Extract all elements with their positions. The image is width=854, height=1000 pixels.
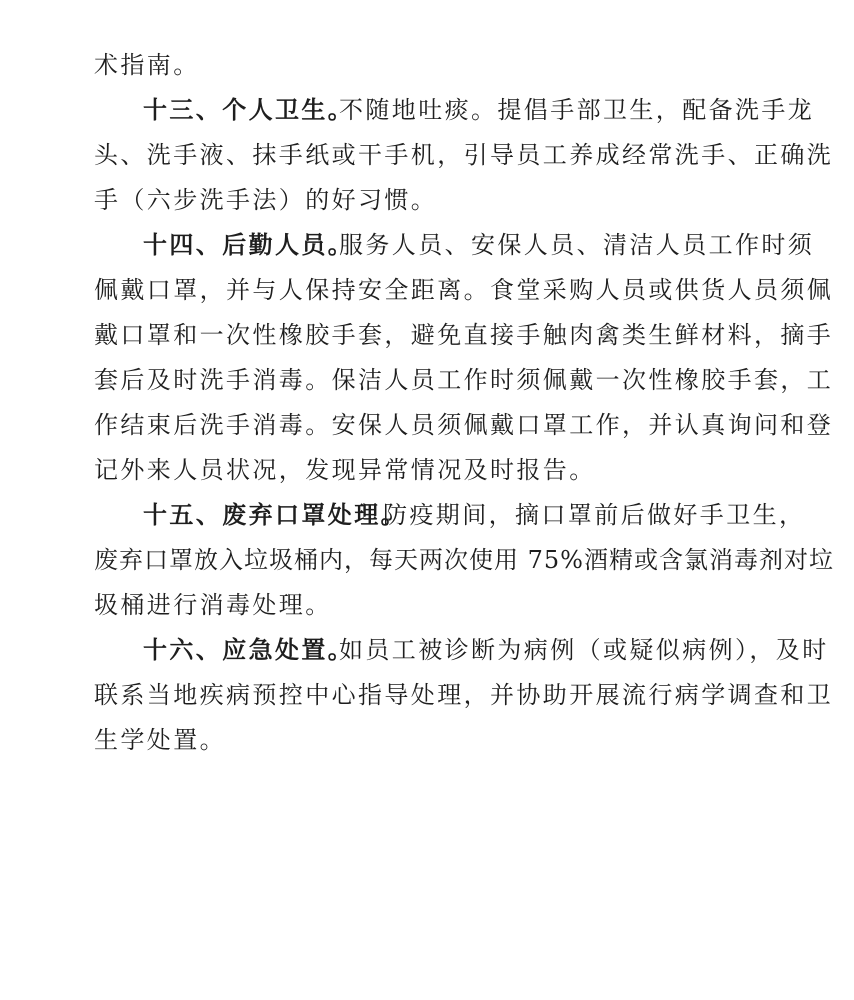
text-line [0, 402, 854, 448]
text-line [0, 132, 854, 178]
text-line [0, 537, 854, 583]
text-line [0, 582, 854, 628]
section-16-heading: 十六、应急处置。 [143, 636, 355, 664]
body-text: 防疫期间，摘口罩前后做好手卫生， [383, 501, 806, 529]
text-line [0, 312, 854, 358]
body-text: 记外来人员状况，发现异常情况及时报告。 [94, 456, 596, 484]
section-14-line [0, 222, 854, 268]
body-text: 戴口罩和一次性橡胶手套，避免直接手触肉禽类生鲜材料，摘手 [94, 321, 834, 349]
text-line [0, 357, 854, 403]
section-13-line [0, 87, 854, 133]
body-text: 作结束后洗手消毒。安保人员须佩戴口罩工作，并认真询问和登 [94, 411, 834, 439]
body-text: 生学处置。 [94, 726, 226, 754]
section-14-heading: 十四、后勤人员。 [143, 231, 355, 259]
body-text: 手（六步洗手法）的好习惯。 [94, 186, 438, 214]
body-text: 废弃口罩放入垃圾桶内，每天两次使用 75%酒精或含氯消毒剂对垃 [94, 546, 834, 574]
body-text: 头、洗手液、抹手纸或干手机，引导员工养成经常洗手、正确洗 [94, 141, 834, 169]
section-15-line [0, 492, 854, 538]
body-text: 圾桶进行消毒处理。 [94, 591, 332, 619]
section-13-heading: 十三、个人卫生。 [143, 96, 355, 124]
text-line [0, 267, 854, 313]
body-text: 术指南。 [94, 51, 200, 79]
text-line [0, 42, 854, 88]
section-16-line [0, 627, 854, 673]
text-line [0, 177, 854, 223]
text-line [0, 672, 854, 718]
body-text: 套后及时洗手消毒。保洁人员工作时须佩戴一次性橡胶手套，工 [94, 366, 834, 394]
text-line [0, 717, 854, 763]
text-line [0, 447, 854, 493]
section-15-heading: 十五、废弃口罩处理。 [143, 501, 407, 529]
body-text: 联系当地疾病预控中心指导处理，并协助开展流行病学调查和卫 [94, 681, 834, 709]
body-text: 服务人员、安保人员、清洁人员工作时须 [339, 231, 815, 259]
body-text: 不随地吐痰。提倡手部卫生，配备洗手龙 [339, 96, 815, 124]
body-text: 如员工被诊断为病例（或疑似病例），及时 [339, 636, 829, 664]
body-text: 佩戴口罩，并与人保持安全距离。食堂采购人员或供货人员须佩 [94, 276, 834, 304]
